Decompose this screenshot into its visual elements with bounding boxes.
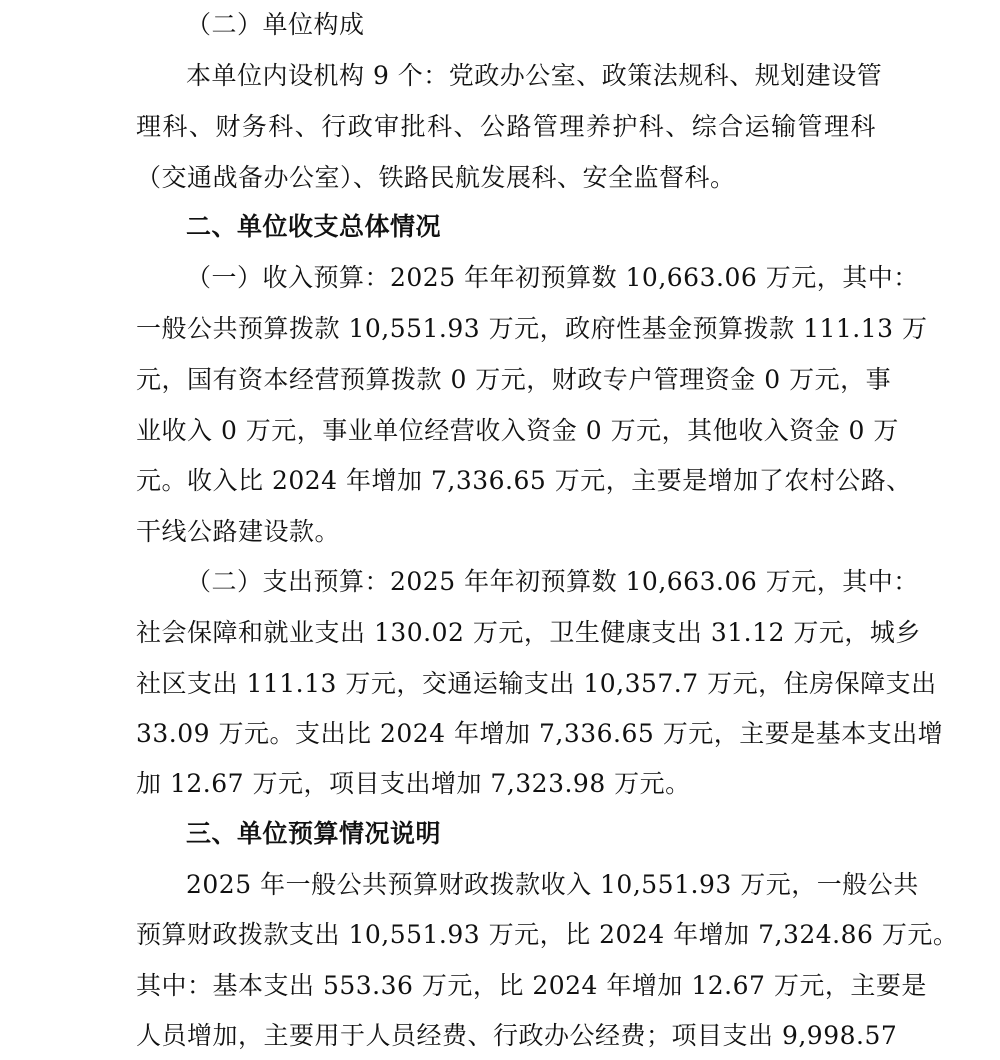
paragraph-line: 其中：基本支出 553.36 万元，比 2024 年增加 12.67 万元，主要是	[136, 971, 927, 1000]
paragraph-line: 业收入 0 万元，事业单位经营收入资金 0 万元，其他收入资金 0 万	[136, 416, 899, 445]
paragraph-line: 人员增加，主要用于人员经费、行政办公经费；项目支出 9,998.57	[136, 1021, 898, 1050]
paragraph-line: 理科、财务科、行政审批科、公路管理养护科、综合运输管理科	[136, 112, 876, 141]
paragraph-line: （二）支出预算：2025 年年初预算数 10,663.06 万元，其中：	[186, 567, 919, 596]
paragraph-line: 干线公路建设款。	[136, 517, 341, 546]
section-heading: 三、单位预算情况说明	[186, 819, 442, 848]
paragraph-line: 社会保障和就业支出 130.02 万元，卫生健康支出 31.12 万元，城乡	[136, 618, 921, 647]
paragraph-line: 2025 年一般公共预算财政拨款收入 10,551.93 万元，一般公共	[186, 870, 919, 899]
section-heading: 二、单位收支总体情况	[186, 212, 442, 241]
paragraph-line: 元。收入比 2024 年增加 7,336.65 万元，主要是增加了农村公路、	[136, 466, 912, 495]
section-subheading: （二）单位构成	[186, 10, 365, 39]
paragraph-line: 加 12.67 万元，项目支出增加 7,323.98 万元。	[136, 769, 691, 798]
paragraph-line: 元，国有资本经营预算拨款 0 万元，财政专户管理资金 0 万元，事	[136, 365, 892, 394]
paragraph-line: 一般公共预算拨款 10,551.93 万元，政府性基金预算拨款 111.13 万	[136, 314, 928, 343]
paragraph-line: 本单位内设机构 9 个：党政办公室、政策法规科、规划建设管	[186, 61, 883, 90]
paragraph-line: （一）收入预算：2025 年年初预算数 10,663.06 万元，其中：	[186, 263, 919, 292]
paragraph-line: 33.09 万元。支出比 2024 年增加 7,336.65 万元，主要是基本支出增	[136, 719, 944, 748]
paragraph-line: （交通战备办公室）、铁路民航发展科、安全监督科。	[136, 163, 736, 192]
paragraph-line: 社区支出 111.13 万元，交通运输支出 10,357.7 万元，住房保障支出	[136, 669, 937, 698]
paragraph-line: 预算财政拨款支出 10,551.93 万元，比 2024 年增加 7,324.86 万元。	[136, 920, 959, 949]
